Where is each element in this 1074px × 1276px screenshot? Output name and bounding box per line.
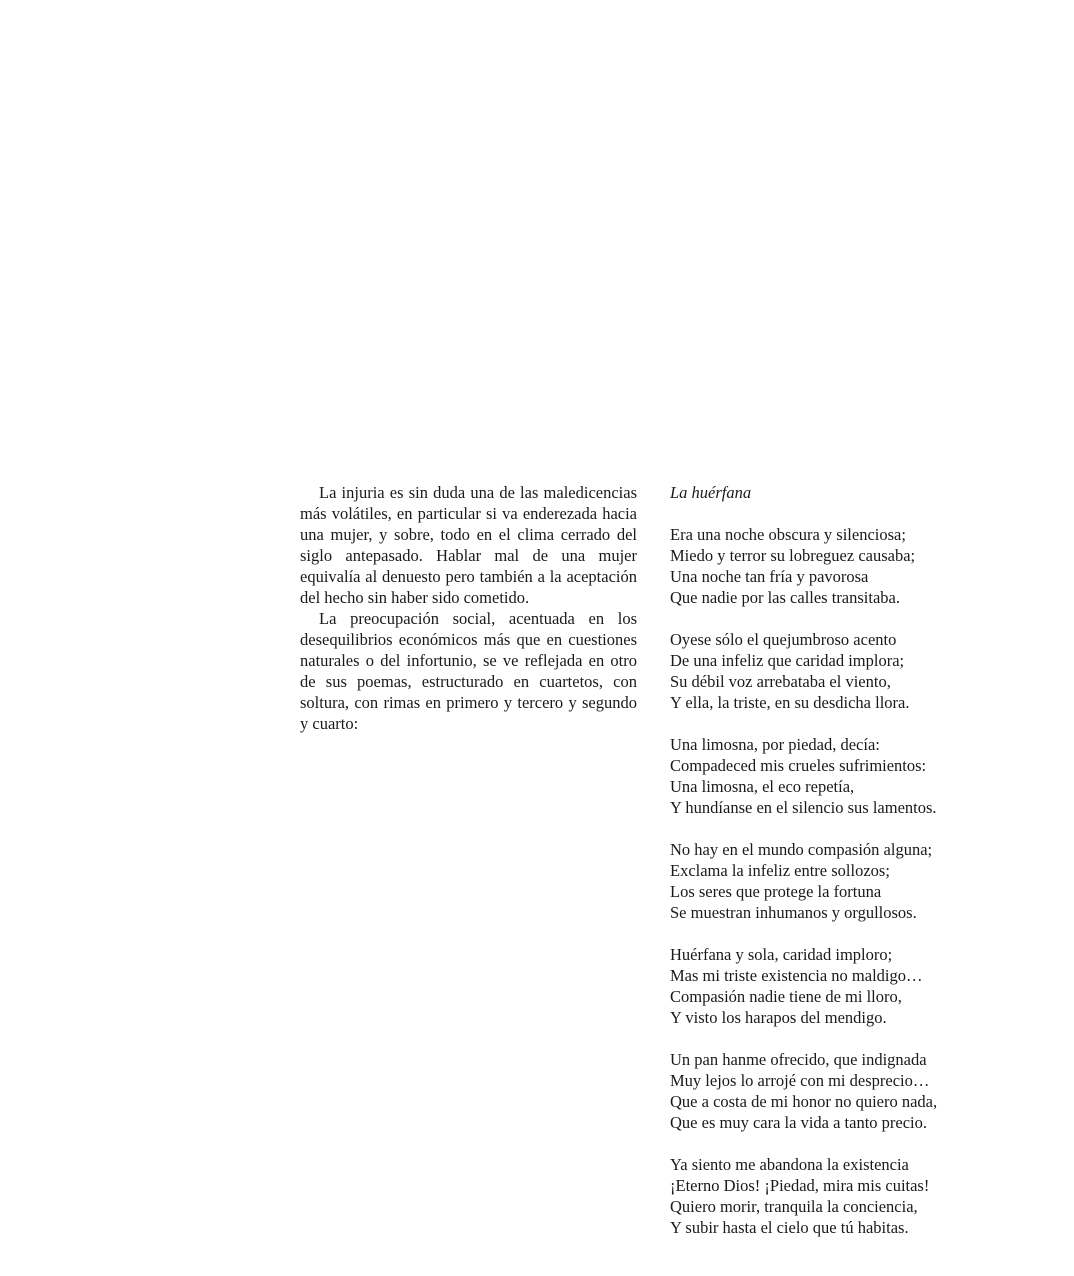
poem-stanza [670, 1049, 980, 1133]
poem-verse: No hay en el mundo compasión alguna; [670, 840, 933, 859]
poem-verse: Y ella, la triste, en su desdicha llora. [670, 693, 910, 712]
poem-verse: Que nadie por las calles transitaba. [670, 588, 900, 607]
poem-verse: ¡Eterno Dios! ¡Piedad, mira mis cuitas! [670, 1176, 930, 1195]
poem-verse: Muy lejos lo arrojé con mi desprecio… [670, 1071, 930, 1090]
poem-title: La huérfana [670, 483, 752, 502]
poem-verse: Ya siento me abandona la existencia [670, 1155, 909, 1174]
poem-stanza [670, 1154, 980, 1238]
poem-verse: Huérfana y sola, caridad imploro; [670, 945, 893, 964]
poem-verse: Y hundíanse en el silencio sus lamentos. [670, 798, 937, 817]
poem-verse: Y visto los harapos del mendigo. [670, 1008, 887, 1027]
poem-verse: Exclama la infeliz entre sollozos; [670, 861, 890, 880]
poem-stanza [670, 734, 980, 818]
poem-verse: Quiero morir, tranquila la conciencia, [670, 1197, 918, 1216]
poem-verse: Una limosna, por piedad, decía: [670, 735, 880, 754]
poem-verse: Compadeced mis crueles sufrimientos: [670, 756, 927, 775]
poem-verse: Un pan hanme ofrecido, que indignada [670, 1050, 927, 1069]
poem-stanza [670, 524, 980, 608]
prose-paragraph: La preocupación social, acentuada en los desequilibrios económicos más que en cuestiones naturales o del infortunio, se ve reflejada en otro de sus poemas, estructurado en cuartetos, con soltura, con rimas en primero y tercero y segundo y cuarto: [300, 609, 637, 733]
poem-column [670, 482, 980, 1238]
poem-stanza [670, 629, 980, 713]
poem-verse: Miedo y terror su lobreguez causaba; [670, 546, 916, 565]
poem-verse: Era una noche obscura y silenciosa; [670, 525, 906, 544]
poem-verse: Compasión nadie tiene de mi lloro, [670, 987, 902, 1006]
poem-verse: Se muestran inhumanos y orgullosos. [670, 903, 917, 922]
poem-verse: Mas mi triste existencia no maldigo… [670, 966, 923, 985]
poem-verse: Una noche tan fría y pavorosa [670, 567, 869, 586]
poem-stanza [670, 839, 980, 923]
poem-verse: Su débil voz arrebataba el viento, [670, 672, 891, 691]
poem-verse: Que es muy cara la vida a tanto precio. [670, 1113, 928, 1132]
poem-verse: Una limosna, el eco repetía, [670, 777, 855, 796]
prose-column [300, 482, 637, 734]
poem-verse: Oyese sólo el quejumbroso acento [670, 630, 897, 649]
prose-paragraph: La injuria es sin duda una de las maledicencias más volátiles, en particular si va enderezada hacia una mujer, y sobre, todo en el clima cerrado del siglo antepasado. Hablar mal de una mujer equivalía al denuesto pero también a la aceptación del hecho sin haber sido cometido. [300, 483, 637, 607]
poem-verse: De una infeliz que caridad implora; [670, 651, 905, 670]
poem-verse: Los seres que protege la fortuna [670, 882, 882, 901]
poem-stanza [670, 944, 980, 1028]
poem-verse: Y subir hasta el cielo que tú habitas. [670, 1218, 909, 1237]
poem-verse: Que a costa de mi honor no quiero nada, [670, 1092, 938, 1111]
